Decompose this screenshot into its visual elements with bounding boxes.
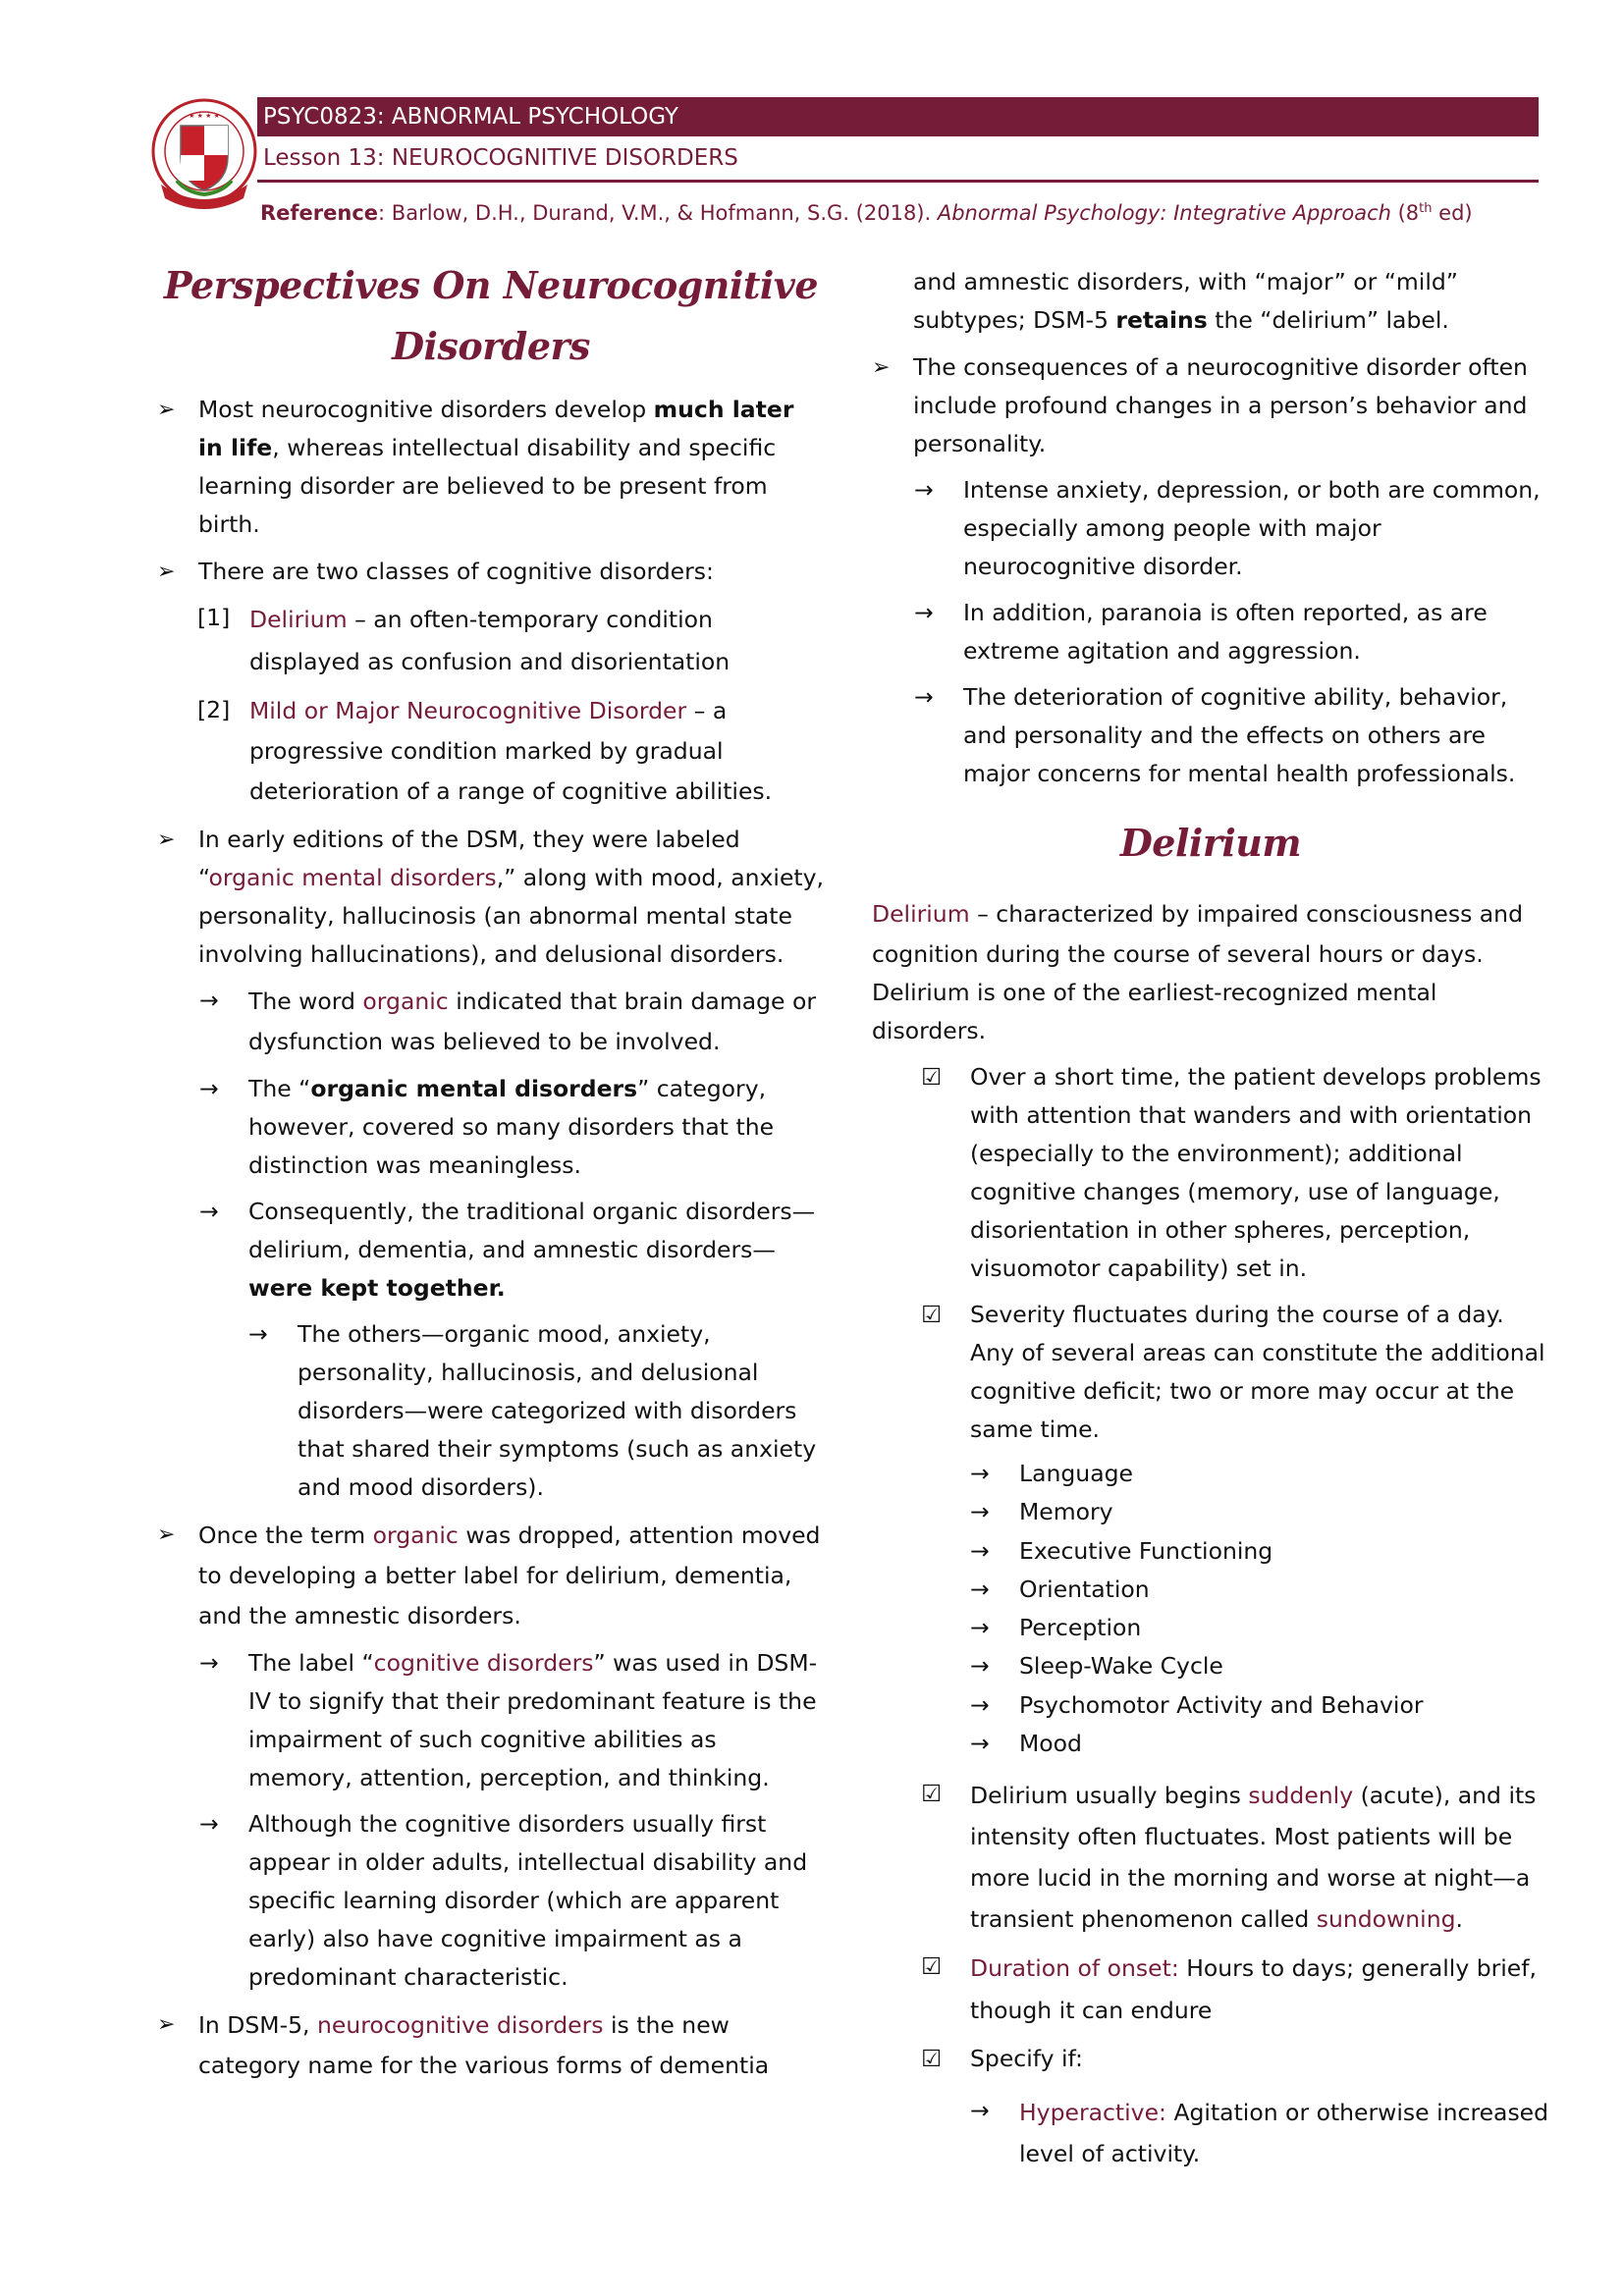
bullet-item: ➢ There are two classes of cognitive disorders: (157, 553, 825, 591)
left-column (157, 255, 825, 2086)
term-neurocognitive-disorders: neurocognitive disorders (316, 2011, 604, 2039)
numbered-item: [1] Delirium – an often-temporary condition displayed as confusion and disorientation (197, 599, 825, 683)
section-title-line2: Disorders (392, 324, 590, 368)
item-number: [1] (197, 604, 231, 631)
area-item: → Memory (970, 1493, 1549, 1531)
numbered-item: [2] Mild or Major Neurocognitive Disorder – a progressive condition marked by gradual deterioration of a range of cognitive abilities. (197, 691, 825, 812)
checklist-item: ☑ Delirium usually begins suddenly (acute), and its intensity often fluctuates. Most patients will be more lucid in the morning and worse at night—a transient phenomenon called sundowning. (921, 1775, 1549, 1940)
bullet-arrowhead-icon: ➢ (157, 1522, 176, 1547)
course-title-bar: PSYC0823: ABNORMAL PSYCHOLOGY (257, 97, 1539, 136)
arrow-item: → The label “cognitive disorders” was used in DSM-IV to signify that their predominant feature is the impairment of such cognitive abilities as memory, attention, perception, and thinking. (199, 1644, 825, 1797)
term-organic: organic (362, 988, 449, 1015)
arrow-item: → The “organic mental disorders” category, however, covered so many disorders that the distinction was meaningless. (199, 1070, 825, 1185)
arrow-right-icon: → (970, 1652, 990, 1681)
right-column (872, 263, 1549, 2174)
arrow-item: → Consequently, the traditional organic disorders—delirium, dementia, and amnestic disorders—were kept together. (199, 1193, 825, 1308)
arrow-item: → The deterioration of cognitive ability, behavior, and personality and the effects on others are major concerns for mental health professionals. (914, 678, 1549, 793)
bullet-arrowhead-icon: ➢ (157, 2012, 176, 2037)
term-delirium: Delirium (249, 606, 348, 633)
reference-edition-end: ed) (1432, 201, 1473, 225)
checklist-item: ☑ Duration of onset: Hours to days; generally brief, though it can endure (921, 1948, 1549, 2032)
area-item: → Mood (970, 1725, 1549, 1763)
section-title-line1: Perspectives On Neurocognitive (163, 263, 819, 307)
arrow-item: → The word organic indicated that brain damage or dysfunction was believed to be involved. (199, 982, 825, 1062)
bullet-item: ➢ The consequences of a neurocognitive disorder often include profound changes in a person’s behavior and personality. (872, 348, 1549, 463)
reference-line (260, 201, 1473, 225)
term-sundowning: sundowning (1316, 1905, 1456, 1934)
term-duration-of-onset: Duration of onset: (970, 1954, 1179, 1983)
arrow-right-icon: → (970, 1614, 990, 1642)
arrow-right-icon: → (914, 599, 934, 626)
term-suddenly: suddenly (1248, 1782, 1354, 1810)
reference-authors: : Barlow, D.H., Durand, V.M., & Hofmann, S.G. (2018). (378, 201, 938, 225)
checklist-item: ☑ Over a short time, the patient develops problems with attention that wanders and with orientation (especially to the environment); additional cognitive changes (memory, use of language, disorientation in other spheres, perception, visuomotor capability) set in. (921, 1058, 1549, 1288)
arrow-right-icon: → (199, 1649, 219, 1677)
term-delirium: Delirium (872, 900, 970, 928)
university-seal-logo (147, 96, 261, 216)
arrow-right-icon: → (970, 2097, 990, 2125)
arrow-right-icon: → (970, 1460, 990, 1487)
term-organic: organic (372, 1522, 459, 1549)
area-item: → Psychomotor Activity and Behavior (970, 1686, 1549, 1725)
checklist-item: ☑ Severity fluctuates during the course of a day. Any of several areas can constitute the additional cognitive deficit; two or more may occur at the same time. (921, 1296, 1549, 1449)
area-item: → Language (970, 1455, 1549, 1493)
bullet-arrowhead-icon: ➢ (157, 398, 176, 422)
area-item: → Executive Functioning (970, 1532, 1549, 1571)
svg-text:★ ★ ★ ★: ★ ★ ★ ★ (189, 112, 220, 120)
arrow-item: → Hyperactive: Agitation or otherwise increased level of activity. (970, 2092, 1549, 2174)
arrow-item: → In addition, paranoia is often reported, as are extreme agitation and aggression. (914, 594, 1549, 670)
arrow-subitem: → The others—organic mood, anxiety, personality, hallucinosis, and delusional disorders—were categorized with disorders that shared their symptoms (such as anxiety and mood disorders). (248, 1315, 825, 1507)
arrow-right-icon: → (970, 1730, 990, 1758)
arrow-right-icon: → (199, 1810, 219, 1838)
term-hyperactive: Hyperactive: (1019, 2099, 1166, 2127)
arrow-right-icon: → (914, 476, 934, 504)
arrow-right-icon: → (199, 987, 219, 1014)
term-cognitive-disorders: cognitive disorders (373, 1649, 594, 1677)
term-neurocognitive-disorder: Mild or Major Neurocognitive Disorder (249, 697, 687, 724)
checklist-item: ☑ Specify if: (921, 2040, 1549, 2078)
arrow-item: → Intense anxiety, depression, or both are common, especially among people with major neurocognitive disorder. (914, 471, 1549, 586)
bullet-item: ➢ In DSM-5, neurocognitive disorders is the new category name for the various forms of dementia (157, 2005, 825, 2086)
arrow-right-icon: → (970, 1498, 990, 1526)
reference-label: Reference (260, 201, 379, 225)
checkbox-checked-icon: ☑ (921, 2045, 943, 2073)
continued-text: and amnestic disorders, with “major” or “mild” subtypes; DSM-5 retains the “delirium” label. (913, 268, 1458, 334)
cognitive-areas-list (872, 1455, 1549, 1763)
bullet-item: ➢ Most neurocognitive disorders develop much later in life, whereas intellectual disability and specific learning disorder are believed to be present from birth. (157, 391, 825, 544)
area-item: → Orientation (970, 1571, 1549, 1609)
checkbox-checked-icon: ☑ (921, 1063, 943, 1091)
checkbox-checked-icon: ☑ (921, 1301, 943, 1328)
arrow-right-icon: → (248, 1320, 268, 1348)
arrow-right-icon: → (970, 1536, 990, 1565)
arrow-right-icon: → (914, 683, 934, 711)
area-item: → Sleep-Wake Cycle (970, 1647, 1549, 1685)
bullet-arrowhead-icon: ➢ (157, 560, 176, 584)
reference-edition: (8 (1390, 201, 1420, 225)
bullet-item: ➢ In early editions of the DSM, they were labeled “organic mental disorders,” along with mood, anxiety, personality, hallucinosis (an abnormal mental state involving hallucinations), and delusional disorders. (157, 821, 825, 974)
reference-edition-sup: th (1419, 201, 1433, 216)
arrow-item: → Although the cognitive disorders usually first appear in older adults, intellectual disability and specific learning disorder (which are apparent early) also have cognitive impairment as a predominant characteristic. (199, 1805, 825, 1997)
arrow-right-icon: → (199, 1075, 219, 1102)
section-title-delirium: Delirium (1119, 821, 1302, 865)
lesson-title: Lesson 13: NEUROCOGNITIVE DISORDERS (257, 143, 1539, 183)
arrow-right-icon: → (199, 1198, 219, 1225)
reference-title: Abnormal Psychology: Integrative Approach (937, 201, 1391, 225)
bullet-arrowhead-icon: ➢ (872, 355, 891, 380)
checkbox-checked-icon: ☑ (921, 1952, 943, 1981)
bullet-item: ➢ Once the term organic was dropped, attention moved to developing a better label for delirium, dementia, and the amnestic disorders. (157, 1516, 825, 1636)
area-item: → Perception (970, 1609, 1549, 1647)
bullet-arrowhead-icon: ➢ (157, 828, 176, 852)
section-title-perspectives (157, 255, 825, 377)
arrow-right-icon: → (970, 1690, 990, 1719)
checkbox-checked-icon: ☑ (921, 1780, 943, 1808)
item-number: [2] (197, 696, 231, 723)
term-organic-mental-disorders: organic mental disorders (208, 864, 497, 891)
delirium-definition: Delirium – characterized by impaired consciousness and cognition during the course of several hours or days. Delirium is one of the earliest-recognized mental disorders. (872, 900, 1523, 1044)
arrow-right-icon: → (970, 1575, 990, 1603)
